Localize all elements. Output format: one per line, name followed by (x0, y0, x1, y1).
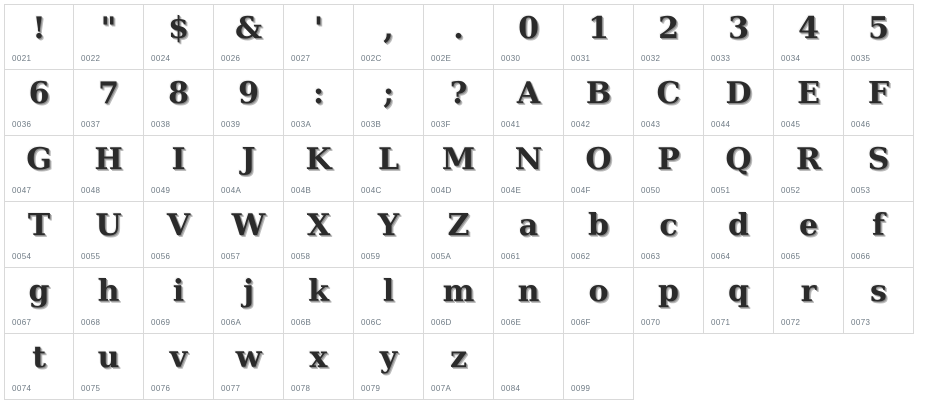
glyph-cell[interactable] (354, 202, 424, 268)
glyph-cell[interactable] (564, 202, 634, 268)
glyph-codepoint: 005A (431, 252, 452, 261)
glyph-codepoint: 0068 (81, 318, 101, 327)
glyph-preview: S (867, 142, 890, 177)
glyph-codepoint: 0072 (781, 318, 801, 327)
glyph-preview: l (382, 274, 395, 309)
glyph-cell[interactable] (354, 268, 424, 334)
glyph-cell[interactable] (144, 268, 214, 334)
glyph-codepoint: 0056 (151, 252, 171, 261)
glyph-codepoint: 0079 (361, 384, 381, 393)
glyph-cell[interactable] (844, 268, 914, 334)
glyph-preview: g (28, 274, 50, 309)
glyph-cell[interactable] (424, 268, 494, 334)
glyph-preview: C (656, 76, 681, 111)
glyph-preview: f (872, 208, 885, 243)
glyph-preview: 6 (28, 76, 50, 111)
glyph-preview: ! (32, 11, 46, 46)
glyph-codepoint: 002C (361, 54, 382, 63)
glyph-codepoint: 0055 (81, 252, 101, 261)
glyph-preview: B (585, 76, 612, 111)
glyph-cell[interactable] (284, 136, 354, 202)
glyph-codepoint: 004F (571, 186, 591, 195)
glyph-preview: M (441, 142, 476, 177)
glyph-preview: j (243, 274, 254, 309)
glyph-codepoint: 0032 (641, 54, 661, 63)
glyph-cell[interactable] (144, 334, 214, 400)
glyph-codepoint: 0043 (641, 120, 661, 129)
glyph-cell[interactable] (844, 70, 914, 136)
glyph-codepoint: 0021 (12, 54, 32, 63)
glyph-preview: 0 (518, 11, 539, 46)
glyph-codepoint: 0061 (501, 252, 521, 261)
glyph-preview: Z (447, 208, 470, 243)
glyph-codepoint: 0078 (291, 384, 311, 393)
glyph-cell[interactable] (214, 136, 284, 202)
glyph-cell[interactable] (494, 136, 564, 202)
glyph-cell[interactable] (564, 136, 634, 202)
glyph-preview: s (870, 274, 887, 309)
glyph-codepoint: 004B (291, 186, 312, 195)
glyph-codepoint: 003A (291, 120, 312, 129)
glyph-preview: O (585, 142, 612, 177)
glyph-codepoint: 0069 (151, 318, 171, 327)
glyph-codepoint: 0044 (711, 120, 731, 129)
glyph-cell[interactable] (4, 268, 74, 334)
glyph-preview: c (659, 208, 678, 243)
glyph-cell[interactable] (424, 202, 494, 268)
glyph-preview: a (518, 208, 539, 243)
glyph-cell[interactable] (284, 202, 354, 268)
glyph-cell[interactable] (704, 268, 774, 334)
glyph-preview: T (27, 208, 51, 243)
glyph-cell[interactable] (214, 4, 284, 70)
glyph-preview: v (169, 340, 188, 375)
glyph-codepoint: 006D (431, 318, 452, 327)
glyph-codepoint: 0034 (781, 54, 801, 63)
glyph-preview: G (26, 142, 52, 177)
glyph-cell[interactable] (774, 70, 844, 136)
glyph-cell[interactable] (144, 4, 214, 70)
glyph-cell[interactable] (144, 70, 214, 136)
glyph-cell[interactable] (844, 202, 914, 268)
glyph-preview: 9 (238, 76, 259, 111)
glyph-cell[interactable] (4, 70, 74, 136)
glyph-preview: X (306, 208, 331, 243)
glyph-preview: W (231, 208, 266, 243)
glyph-preview: N (514, 142, 543, 177)
glyph-preview: r (800, 274, 817, 309)
glyph-codepoint: 0036 (12, 120, 32, 129)
glyph-codepoint: 0057 (221, 252, 241, 261)
glyph-preview: K (305, 142, 332, 177)
glyph-cell[interactable] (424, 4, 494, 70)
glyph-codepoint: 0054 (12, 252, 32, 261)
glyph-cell[interactable] (354, 136, 424, 202)
glyph-preview: F (867, 76, 890, 111)
glyph-cell[interactable] (844, 136, 914, 202)
glyph-codepoint: 0059 (361, 252, 381, 261)
glyph-cell[interactable] (4, 202, 74, 268)
glyph-cell[interactable] (74, 4, 144, 70)
glyph-codepoint: 0037 (81, 120, 101, 129)
glyph-cell[interactable] (74, 136, 144, 202)
glyph-cell[interactable] (4, 4, 74, 70)
glyph-preview: A (516, 76, 541, 111)
glyph-codepoint: 0064 (711, 252, 731, 261)
glyph-preview: , (383, 11, 394, 46)
glyph-codepoint: 0033 (711, 54, 731, 63)
glyph-codepoint: 0052 (781, 186, 801, 195)
glyph-codepoint: 004C (361, 186, 382, 195)
glyph-cell[interactable] (774, 136, 844, 202)
glyph-cell[interactable] (4, 136, 74, 202)
glyph-codepoint: 0022 (81, 54, 101, 63)
glyph-cell[interactable] (494, 202, 564, 268)
glyph-codepoint: 0099 (571, 384, 591, 393)
glyph-cell[interactable] (774, 4, 844, 70)
glyph-codepoint: 003F (431, 120, 451, 129)
glyph-codepoint: 0065 (781, 252, 801, 261)
glyph-preview: p (658, 274, 679, 309)
glyph-cell[interactable] (354, 70, 424, 136)
glyph-preview: D (725, 76, 752, 111)
glyph-cell[interactable] (424, 334, 494, 400)
glyph-codepoint: 0047 (12, 186, 32, 195)
glyph-preview: 5 (868, 11, 889, 46)
glyph-cell[interactable] (284, 268, 354, 334)
glyph-preview: 8 (168, 76, 189, 111)
glyph-cell[interactable] (4, 334, 74, 400)
glyph-codepoint: 0049 (151, 186, 171, 195)
glyph-preview: " (100, 11, 117, 46)
glyph-cell[interactable] (214, 268, 284, 334)
glyph-cell[interactable] (564, 70, 634, 136)
glyph-preview: z (449, 340, 468, 375)
glyph-codepoint: 0030 (501, 54, 521, 63)
glyph-codepoint: 003B (361, 120, 382, 129)
glyph-cell[interactable] (284, 334, 354, 400)
glyph-codepoint: 0026 (221, 54, 241, 63)
glyph-cell[interactable] (74, 334, 144, 400)
glyph-codepoint: 0046 (851, 120, 871, 129)
glyph-preview: y (379, 340, 398, 375)
glyph-codepoint: 0074 (12, 384, 32, 393)
glyph-cell[interactable] (214, 202, 284, 268)
glyph-preview: ' (313, 11, 324, 46)
glyph-codepoint: 006F (571, 318, 591, 327)
glyph-cell[interactable] (634, 202, 704, 268)
glyph-cell[interactable] (634, 70, 704, 136)
glyph-cell[interactable] (634, 136, 704, 202)
glyph-cell[interactable] (634, 4, 704, 70)
glyph-cell[interactable] (844, 4, 914, 70)
glyph-preview: d (728, 208, 749, 243)
glyph-codepoint: 004D (431, 186, 452, 195)
glyph-preview: & (234, 11, 263, 46)
glyph-cell[interactable] (284, 70, 354, 136)
glyph-cell[interactable] (144, 136, 214, 202)
glyph-preview: Y (377, 208, 400, 243)
glyph-preview: L (377, 142, 400, 177)
glyph-preview: I (171, 142, 186, 177)
glyph-preview: e (798, 208, 819, 243)
glyph-codepoint: 004A (221, 186, 242, 195)
glyph-codepoint: 004E (501, 186, 522, 195)
glyph-codepoint: 002E (431, 54, 452, 63)
glyph-cell[interactable] (424, 136, 494, 202)
glyph-cell[interactable] (144, 202, 214, 268)
glyph-cell[interactable] (494, 70, 564, 136)
glyph-cell[interactable] (494, 4, 564, 70)
glyph-codepoint: 0053 (851, 186, 871, 195)
glyph-cell[interactable] (74, 268, 144, 334)
glyph-preview: P (657, 142, 680, 177)
glyph-cell[interactable] (564, 334, 634, 400)
glyph-cell[interactable] (354, 334, 424, 400)
glyph-codepoint: 006E (501, 318, 522, 327)
glyph-codepoint: 0058 (291, 252, 311, 261)
glyph-preview: E (797, 76, 820, 111)
glyph-preview: m (442, 274, 475, 309)
glyph-codepoint: 0045 (781, 120, 801, 129)
glyph-codepoint: 0041 (501, 120, 521, 129)
glyph-codepoint: 0066 (851, 252, 871, 261)
glyph-codepoint: 006A (221, 318, 242, 327)
glyph-preview: t (32, 340, 46, 375)
glyph-preview: 1 (588, 11, 609, 46)
glyph-cell[interactable] (704, 202, 774, 268)
glyph-preview: x (309, 340, 328, 375)
glyph-preview: Q (725, 142, 752, 177)
glyph-cell[interactable] (704, 70, 774, 136)
glyph-codepoint: 007A (431, 384, 452, 393)
glyph-cell[interactable] (494, 334, 564, 400)
glyph-cell[interactable] (564, 4, 634, 70)
glyph-cell[interactable] (704, 136, 774, 202)
glyph-preview: V (166, 208, 191, 243)
glyph-codepoint: 0027 (291, 54, 311, 63)
glyph-codepoint: 0077 (221, 384, 241, 393)
glyph-codepoint: 006C (361, 318, 382, 327)
glyph-codepoint: 0073 (851, 318, 871, 327)
glyph-preview: h (97, 274, 120, 309)
glyph-codepoint: 0076 (151, 384, 171, 393)
glyph-preview: u (97, 340, 120, 375)
glyph-cell[interactable] (214, 334, 284, 400)
glyph-preview: k (308, 274, 329, 309)
glyph-codepoint: 0051 (711, 186, 731, 195)
glyph-preview: ? (449, 76, 468, 111)
glyph-preview: H (94, 142, 123, 177)
glyph-codepoint: 0084 (501, 384, 521, 393)
glyph-cell[interactable] (284, 4, 354, 70)
glyph-codepoint: 0035 (851, 54, 871, 63)
glyph-preview: ; (382, 76, 395, 111)
glyph-preview: $ (168, 11, 189, 46)
glyph-cell[interactable] (214, 70, 284, 136)
glyph-preview: 2 (658, 11, 679, 46)
glyph-preview: R (796, 142, 821, 177)
glyph-preview: w (235, 340, 262, 375)
glyph-codepoint: 0070 (641, 318, 661, 327)
glyph-preview: . (453, 11, 464, 46)
glyph-cell[interactable] (74, 70, 144, 136)
glyph-cell[interactable] (634, 268, 704, 334)
glyph-cell[interactable] (494, 268, 564, 334)
glyph-codepoint: 0063 (641, 252, 661, 261)
glyph-codepoint: 0075 (81, 384, 101, 393)
glyph-codepoint: 0039 (221, 120, 241, 129)
glyph-codepoint: 006B (291, 318, 312, 327)
glyph-cell[interactable] (774, 202, 844, 268)
glyph-cell[interactable] (354, 4, 424, 70)
glyph-codepoint: 0038 (151, 120, 171, 129)
glyph-codepoint: 0031 (571, 54, 591, 63)
glyph-preview: o (588, 274, 609, 309)
glyph-cell[interactable] (74, 202, 144, 268)
glyph-preview: 7 (98, 76, 119, 111)
glyph-codepoint: 0024 (151, 54, 171, 63)
glyph-preview: 3 (728, 11, 749, 46)
glyph-preview: 4 (798, 11, 819, 46)
glyph-cell[interactable] (564, 268, 634, 334)
glyph-preview: : (312, 76, 325, 111)
glyph-preview: J (241, 142, 256, 177)
glyph-codepoint: 0071 (711, 318, 731, 327)
glyph-grid (4, 4, 930, 400)
glyph-preview: n (517, 274, 540, 309)
glyph-cell[interactable] (424, 70, 494, 136)
glyph-codepoint: 0042 (571, 120, 591, 129)
glyph-codepoint: 0067 (12, 318, 32, 327)
glyph-cell[interactable] (774, 268, 844, 334)
glyph-codepoint: 0050 (641, 186, 661, 195)
glyph-preview: b (588, 208, 609, 243)
glyph-preview: i (172, 274, 185, 309)
glyph-preview: q (728, 274, 749, 309)
glyph-codepoint: 0048 (81, 186, 101, 195)
glyph-cell[interactable] (704, 4, 774, 70)
glyph-preview: U (95, 208, 122, 243)
glyph-codepoint: 0062 (571, 252, 591, 261)
